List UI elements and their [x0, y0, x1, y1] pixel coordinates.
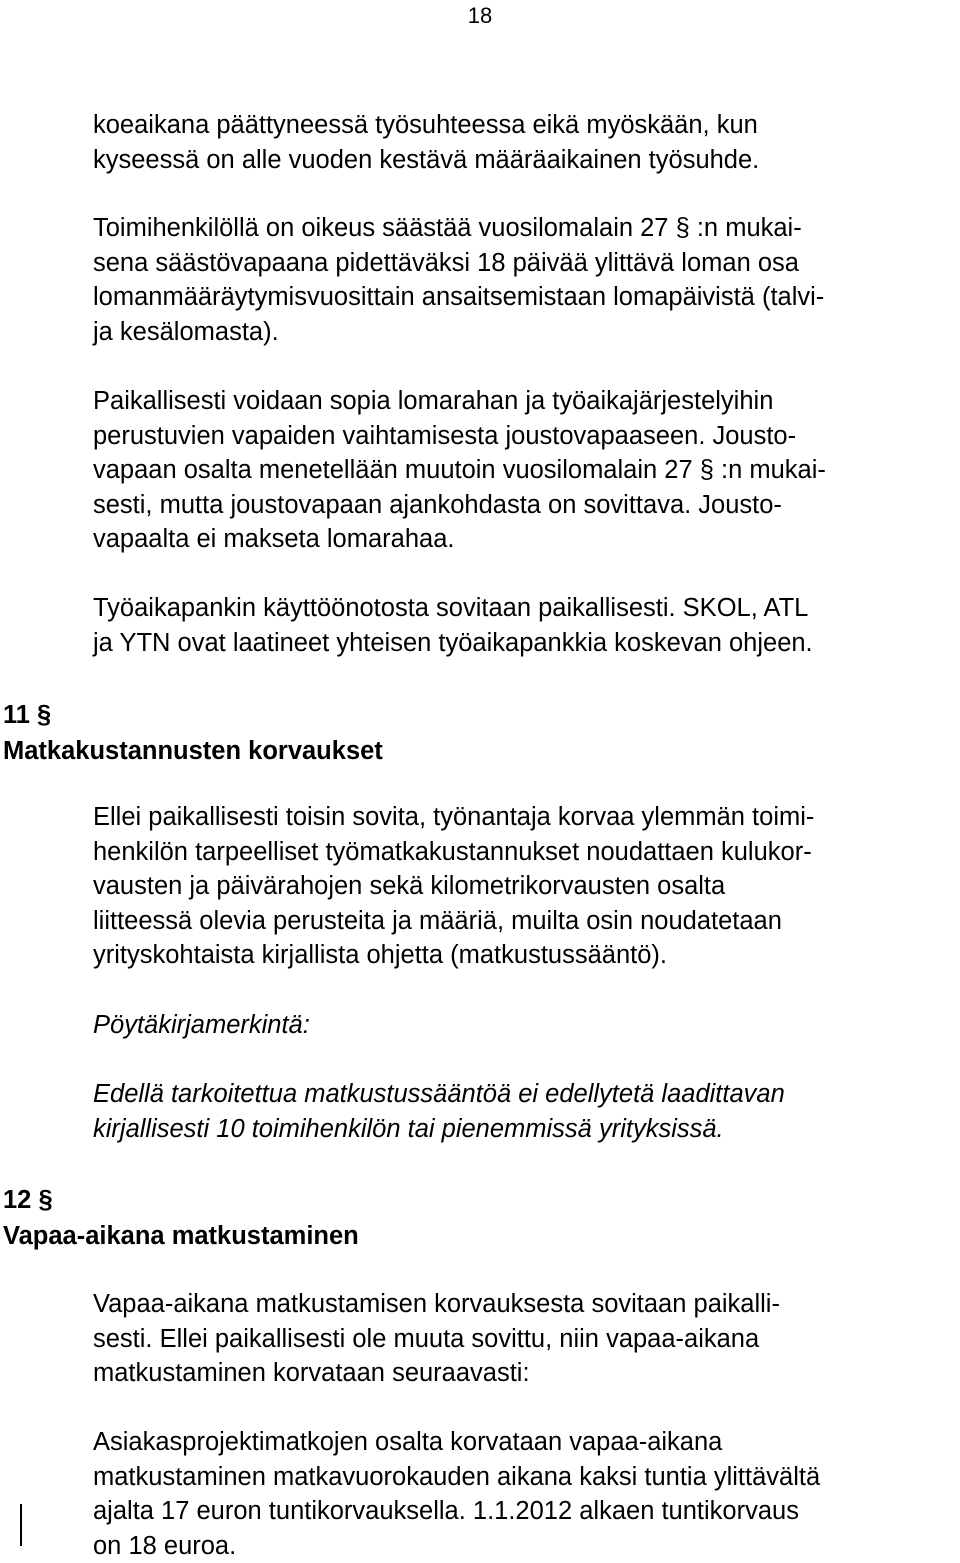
- text-line: sesti, mutta joustovapaan ajankohdasta on sovittava. Jousto-: [93, 490, 782, 519]
- section-number: 12 §: [3, 1186, 53, 1214]
- body-paragraph: [93, 384, 953, 557]
- section-heading: [3, 1182, 359, 1254]
- text-line: sena säästövapaana pidettäväksi 18 päivää ylittävä loman osa: [93, 248, 799, 277]
- text-line: perustuvien vapaiden vaihtamisesta joustovapaaseen. Jousto-: [93, 421, 797, 450]
- section-heading: [3, 697, 383, 769]
- text-line: Vapaa-aikana matkustamisen korvauksesta sovitaan paikalli-: [93, 1290, 780, 1318]
- body-paragraph: [93, 1287, 953, 1391]
- text-line: on 18 euroa.: [93, 1531, 237, 1560]
- text-line: kyseessä on alle vuoden kestävä määräaikainen työsuhde.: [93, 145, 760, 174]
- text-line: vapaan osalta menetellään muutoin vuosilomalain 27 § :n mukai-: [93, 456, 826, 485]
- text-line: Toimihenkilöllä on oikeus säästää vuosilomalain 27 § :n mukai-: [93, 214, 802, 242]
- section-title: Matkakustannusten korvaukset: [3, 737, 383, 765]
- text-line: yrityskohtaista kirjallista ohjetta (matkustussääntö).: [93, 941, 667, 970]
- text-line: matkustaminen korvataan seuraavasti:: [93, 1359, 530, 1388]
- body-paragraph: [93, 1425, 953, 1563]
- change-bar: [20, 1504, 22, 1546]
- section-number: 11 §: [3, 701, 52, 729]
- body-paragraph: [93, 108, 953, 177]
- text-line: Työaikapankin käyttöönotosta sovitaan paikallisesti. SKOL, ATL: [93, 594, 809, 622]
- page-number: 18: [467, 3, 493, 28]
- text-line: sesti. Ellei paikallisesti ole muuta sovittu, niin vapaa-aikana: [93, 1324, 760, 1353]
- body-paragraph: [93, 591, 953, 660]
- text-line: ja YTN ovat laatineet yhteisen työaikapankkia koskevan ohjeen.: [93, 628, 813, 657]
- note-paragraph: [93, 1077, 953, 1146]
- body-paragraph: [93, 211, 953, 349]
- body-paragraph: [93, 800, 953, 973]
- text-line: liitteessä olevia perusteita ja määriä, muilta osin noudatetaan: [93, 906, 782, 935]
- text-line: Asiakasprojektimatkojen osalta korvataan vapaa-aikana: [93, 1428, 723, 1456]
- text-line: vapaalta ei makseta lomarahaa.: [93, 525, 455, 554]
- text-line: ja kesälomasta).: [93, 317, 279, 346]
- note-label: [93, 1008, 953, 1043]
- text-line: Paikallisesti voidaan sopia lomarahan ja työaikajärjestelyihin: [93, 387, 774, 415]
- text-line: ajalta 17 euron tuntikorvauksella. 1.1.2012 alkaen tuntikorvaus: [93, 1497, 799, 1526]
- text-line: Pöytäkirjamerkintä:: [93, 1011, 310, 1039]
- section-title: Vapaa-aikana matkustaminen: [3, 1222, 359, 1250]
- text-line: lomanmääräytymisvuosittain ansaitsemistaan lomapäivistä (talvi-: [93, 283, 825, 312]
- text-line: Edellä tarkoitettua matkustussääntöä ei edellytetä laadittavan: [93, 1080, 785, 1108]
- text-line: matkustaminen matkavuorokauden aikana kaksi tuntia ylittävältä: [93, 1462, 821, 1491]
- text-line: kirjallisesti 10 toimihenkilön tai pienemmissä yrityksissä.: [93, 1114, 724, 1143]
- text-line: vausten ja päivärahojen sekä kilometrikorvausten osalta: [93, 872, 726, 901]
- text-line: Ellei paikallisesti toisin sovita, työnantaja korvaa ylemmän toimi-: [93, 803, 815, 831]
- text-line: henkilön tarpeelliset työmatkakustannukset noudattaen kulukor-: [93, 837, 812, 866]
- text-line: koeaikana päättyneessä työsuhteessa eikä myöskään, kun: [93, 111, 758, 139]
